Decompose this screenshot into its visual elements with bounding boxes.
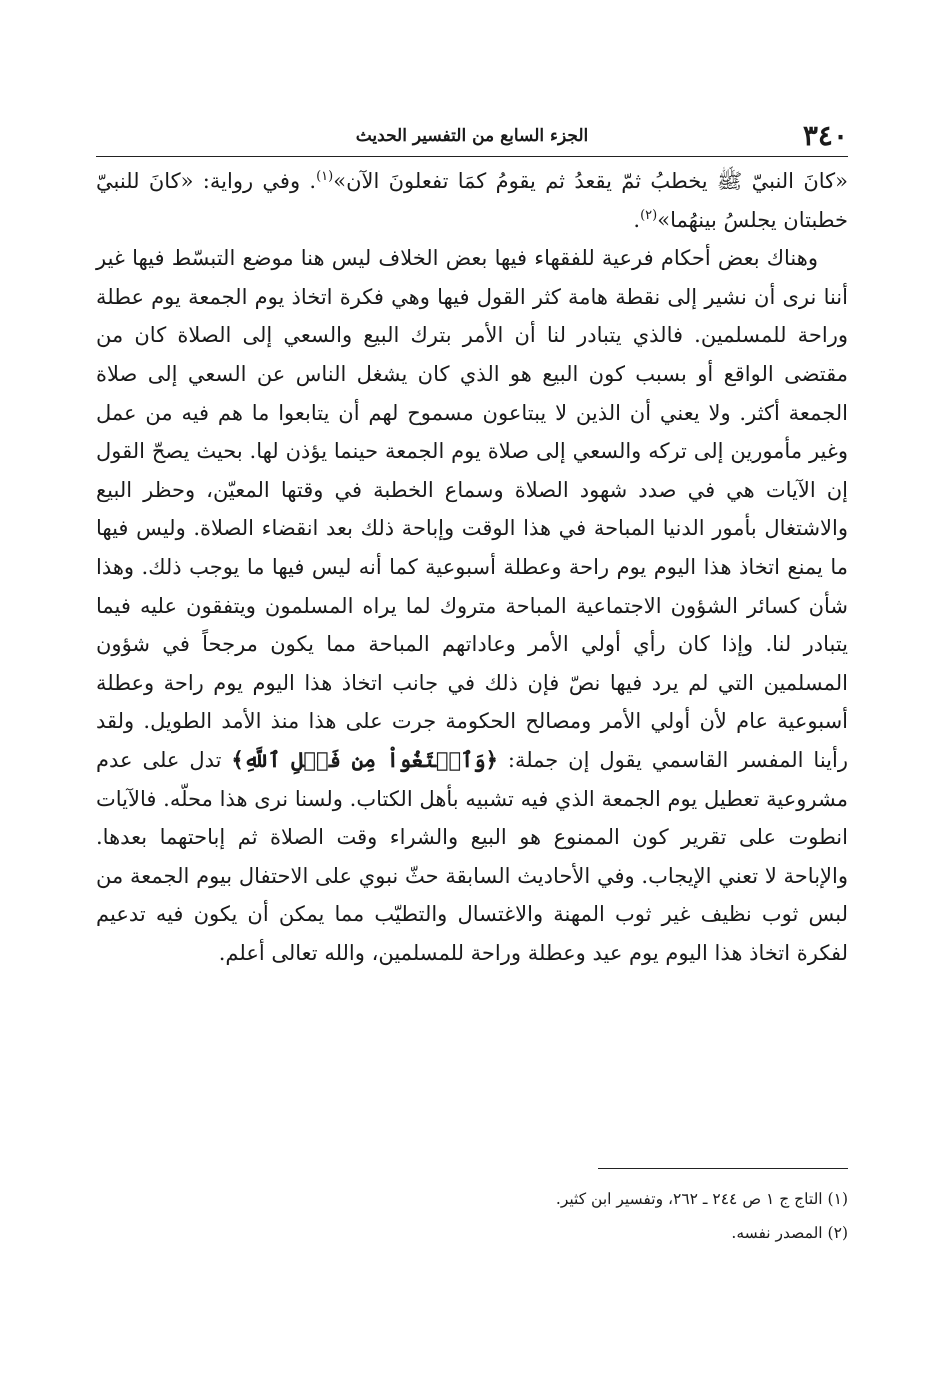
footnote-2 [96, 1216, 848, 1250]
header-divider [96, 156, 848, 157]
running-title: الجزء السابع من التفسير الحديث [355, 126, 589, 146]
footnote-1 [96, 1182, 848, 1216]
footnote-ref-2: (٢) [640, 207, 658, 223]
paragraph-1-text-b: . وفي رواية: «كانَ للنبيّ خطبتان يجلسُ بينهُما» [96, 169, 848, 232]
footnote-marker: (١) [827, 1190, 848, 1208]
main-text [96, 162, 848, 972]
quran-verse-quote: ﴿وَٱبۡتَغُواْ مِن فَضۡلِ ٱللَّهِ﴾ [231, 746, 498, 772]
footnote-divider [598, 1168, 848, 1169]
footnote-text: المصدر نفسه. [731, 1224, 823, 1242]
footnote-text: التاج ج ١ ص ٢٤٤ ـ ٢٦٢، وتفسير ابن كثير. [555, 1190, 823, 1208]
footnote-marker: (٢) [827, 1224, 848, 1242]
paragraph-2 [96, 239, 848, 972]
paragraph-1-text-a: «كانَ النبيّ ﷺ يخطبُ ثمّ يقعدُ ثم يقومُ كمَا تفعلونَ الآن» [333, 169, 848, 193]
paragraph-2-text-a: وهناك بعض أحكام فرعية للفقهاء فيها بعض الخلاف ليس هنا موضع التبسّط فيها غير أننا نرى أن نشير إلى نقطة هامة كثر القول فيها وهي فكرة اتخاذ يوم الجمعة يوم عطلة وراحة للمسلمين. فالذي يتبادر لنا أن الأمر بترك البيع والسعي إلى الصلاة كان من مقتضى الواقع أو بسبب كون البيع هو الذي كان يشغل الناس عن السعي إلى صلاة الجمعة أكثر. ولا يعني أن الذين لا يبتاعون مسموح لهم أن يتابعوا ما هم فيه من عمل وغير مأمورين إلى تركه والسعي إلى صلاة يوم الجمعة حينما يؤذن لها. بحيث يصحّ القول إن الآيات هي في صدد شهود الصلاة وسماع الخطبة في وقتها المعيّن، وحظر البيع والاشتغال بأمور الدنيا المباحة في هذا الوقت وإباحة ذلك بعد انقضاء الصلاة. وليس فيها ما يمنع اتخاذ هذا اليوم يوم راحة وعطلة أسبوعية كما أنه ليس فيها ما يوجب ذلك. وهذا شأن كسائر الشؤون الاجتماعية المباحة متروك لما يراه المسلمون ويتفقون عليه فيما يتبادر لنا. وإذا كان رأي أولي الأمر وعاداتهم المباحة مما يكون مرجحاً في شؤون المسلمين التي لم يرد فيها نصّ فإن ذلك في جانب اتخاذ هذا اليوم يوم راحة وعطلة أسبوعية عام لأن أولي الأمر ومصالح الحكومة جرت على هذا منذ الأمد الطويل. ولقد رأينا المفسر القاسمي يقول إن جملة: [96, 246, 848, 772]
page-number: ٣٤٠ [802, 119, 848, 152]
page-header [96, 118, 848, 154]
paragraph-1 [96, 162, 848, 239]
paragraph-1-text-c: . [633, 207, 641, 232]
footnotes [96, 1182, 848, 1250]
paragraph-2-text-b: تدل على عدم مشروعية تعطيل يوم الجمعة الذي فيه تشبيه بأهل الكتاب. ولسنا نرى هذا محلّه. فالآيات انطوت على تقرير كون الممنوع هو البيع والشراء وقت الصلاة ثم إباحتهما بعدها. والإباحة لا تعني الإيجاب. وفي الأحاديث السابقة حثّ نبوي على الاحتفال بيوم الجمعة من لبس ثوب نظيف غير ثوب المهنة والاغتسال والتطيّب مما يمكن أن يكون فيه تدعيم لفكرة اتخاذ هذا اليوم يوم عيد وعطلة وراحة للمسلمين، والله تعالى أعلم. [96, 747, 848, 965]
footnote-ref-1: (١) [316, 169, 334, 184]
